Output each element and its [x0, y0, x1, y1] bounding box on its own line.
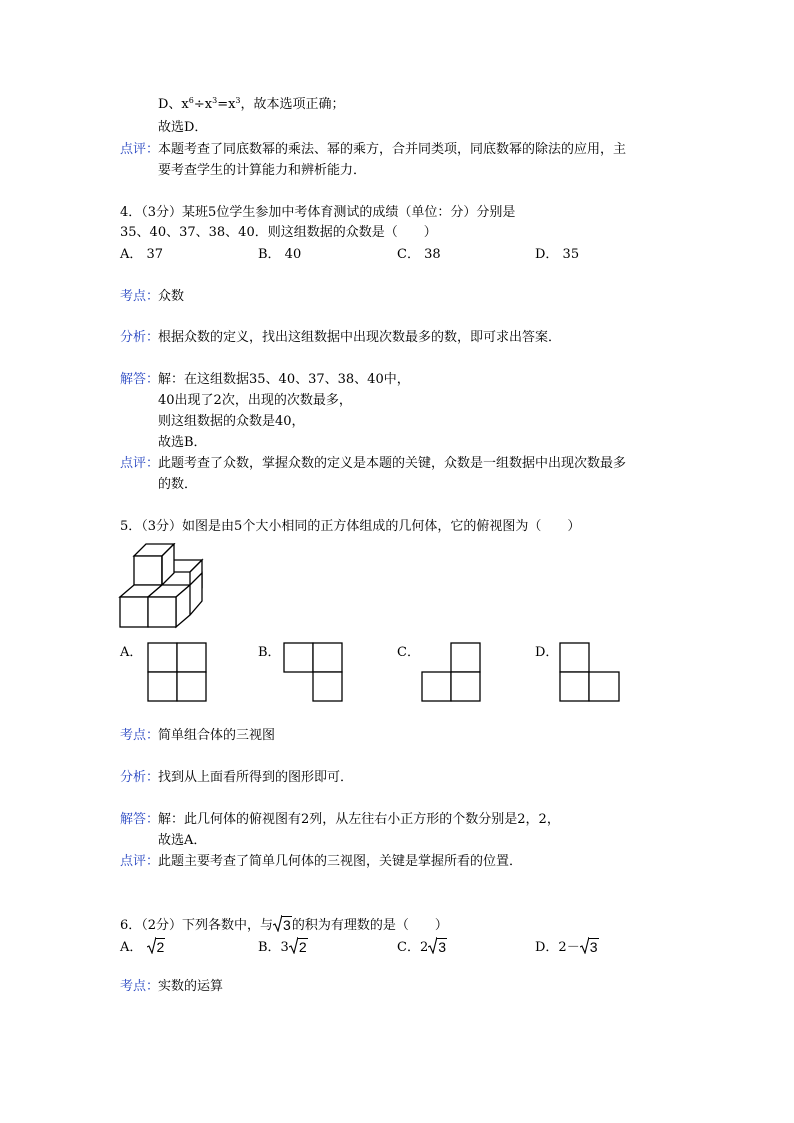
- q5-option-b-label: B．: [258, 645, 281, 660]
- q4-stem-line1: 4．（3分）某班5位学生参加中考体育测试的成绩（单位：分）分别是: [120, 205, 516, 220]
- q6-option-a: [120, 937, 165, 956]
- radicand: 3: [589, 939, 598, 955]
- q6-option-b: [258, 937, 308, 956]
- q4-option-a: A． 37: [120, 247, 164, 262]
- square: [177, 643, 206, 672]
- q3-comment-label: 点评：: [120, 142, 160, 157]
- radical-sign-icon: [273, 915, 282, 932]
- q4-point: 众数: [158, 289, 185, 304]
- q5-option-c-label: C．: [397, 645, 420, 660]
- cube-front-upper: [134, 556, 162, 585]
- q5-option-b-figure: [283, 642, 343, 702]
- exponent: 3: [212, 96, 218, 105]
- q6-point: 实数的运算: [158, 979, 224, 994]
- q5-answer-line2: 故选A．: [158, 833, 207, 848]
- sqrt: [147, 937, 166, 954]
- text: =x: [217, 97, 236, 112]
- exponent: 3: [235, 96, 241, 105]
- q4-answer-line4: 故选B．: [158, 435, 207, 450]
- square: [313, 643, 342, 672]
- q5-comment: 此题主要考查了简单几何体的三视图，关键是掌握所看的位置．: [158, 854, 523, 869]
- q4-comment-line1: 此题考查了众数，掌握众数的定义是本题的关键，众数是一组数据中出现次数最多: [158, 456, 627, 471]
- q5-point: 简单组合体的三视图: [158, 728, 276, 743]
- q5-answer-line1: 解：此几何体的俯视图有2列，从左往右小正方形的个数分别是2，2，: [158, 812, 560, 827]
- q3-option-d-line: [158, 97, 345, 113]
- text: A．: [120, 940, 143, 955]
- radical-sign-icon: [428, 937, 437, 954]
- q6-point-label: 考点：: [120, 979, 160, 994]
- q4-answer-line2: 40出现了2次，出现的次数最多，: [158, 393, 352, 408]
- cube-side-lower: [176, 573, 202, 627]
- square: [148, 672, 177, 701]
- cube-front-lower-left: [120, 597, 148, 627]
- text: ÷x: [193, 97, 213, 112]
- cube-front-lower-right: [148, 597, 176, 627]
- square: [284, 643, 313, 672]
- q5-answer-label: 解答：: [120, 812, 160, 827]
- q5-option-a-label: A．: [120, 645, 143, 660]
- q3-conclusion: 故选D．: [158, 120, 208, 135]
- q6-option-c: [397, 937, 447, 956]
- square: [560, 672, 589, 701]
- square: [589, 672, 619, 701]
- text: D．2－: [535, 940, 580, 955]
- q4-answer-line3: 则这组数据的众数是40，: [158, 414, 305, 429]
- q4-option-d: D． 35: [535, 247, 580, 262]
- q6-option-d: [535, 937, 599, 956]
- q4-stem-line2: 35、40、37、38、40．则这组数据的众数是（ ）: [120, 225, 437, 240]
- q4-comment-label: 点评：: [120, 456, 160, 471]
- q5-solid-figure: [118, 543, 204, 633]
- text: 6．（2分）下列各数中，与: [120, 918, 274, 933]
- q4-option-c: C． 38: [397, 247, 441, 262]
- q3-comment-line2: 要考查学生的计算能力和辨析能力．: [158, 163, 367, 178]
- q3-comment-line1: 本题考查了同底数幂的乘法、幂的乘方，合并同类项，同底数幂的除法的应用，主: [158, 142, 627, 157]
- q4-analysis: 根据众数的定义，找出这组数据中出现次数最多的数，即可求出答案．: [158, 330, 562, 345]
- radicand: 2: [298, 939, 307, 955]
- q4-comment-line2: 的数．: [158, 477, 198, 492]
- q5-option-d-figure: [559, 642, 621, 702]
- q5-analysis-label: 分析：: [120, 770, 160, 785]
- q5-comment-label: 点评：: [120, 854, 160, 869]
- q4-point-label: 考点：: [120, 289, 160, 304]
- text: ，故本选项正确；: [240, 97, 345, 112]
- square: [451, 643, 480, 672]
- q4-analysis-label: 分析：: [120, 330, 160, 345]
- radical-sign-icon: [147, 937, 156, 954]
- radicand: 2: [156, 939, 165, 955]
- square: [560, 643, 589, 672]
- q4-answer-line1: 解：在这组数据35、40、37、38、40中，: [158, 372, 410, 387]
- radicand: 3: [438, 939, 447, 955]
- q5-point-label: 考点：: [120, 728, 160, 743]
- square: [148, 643, 177, 672]
- q4-answer-label: 解答：: [120, 372, 160, 387]
- square: [313, 672, 342, 701]
- sqrt: [273, 915, 292, 932]
- exponent: 6: [188, 96, 194, 105]
- square: [177, 672, 206, 701]
- radical-sign-icon: [289, 937, 298, 954]
- q5-analysis: 找到从上面看所得到的图形即可．: [158, 770, 354, 785]
- radical-sign-icon: [580, 937, 589, 954]
- radicand: 3: [283, 917, 291, 933]
- q4-option-b: B． 40: [258, 247, 302, 262]
- q5-stem: 5．（3分）如图是由5个大小相同的正方体组成的几何体，它的俯视图为（ ）: [120, 519, 581, 534]
- sqrt: [428, 937, 447, 954]
- text: B．3: [258, 940, 289, 955]
- sqrt: [580, 937, 599, 954]
- text: 的积为有理数的是（ ）: [291, 918, 448, 933]
- q5-option-a-figure: [147, 642, 207, 702]
- q5-option-c-figure: [421, 642, 481, 702]
- q5-option-d-label: D．: [535, 645, 559, 660]
- q6-stem: [120, 915, 448, 934]
- square: [422, 672, 451, 701]
- text: C．2: [397, 940, 429, 955]
- text: D、x: [158, 97, 189, 112]
- square: [451, 672, 480, 701]
- sqrt: [289, 937, 308, 954]
